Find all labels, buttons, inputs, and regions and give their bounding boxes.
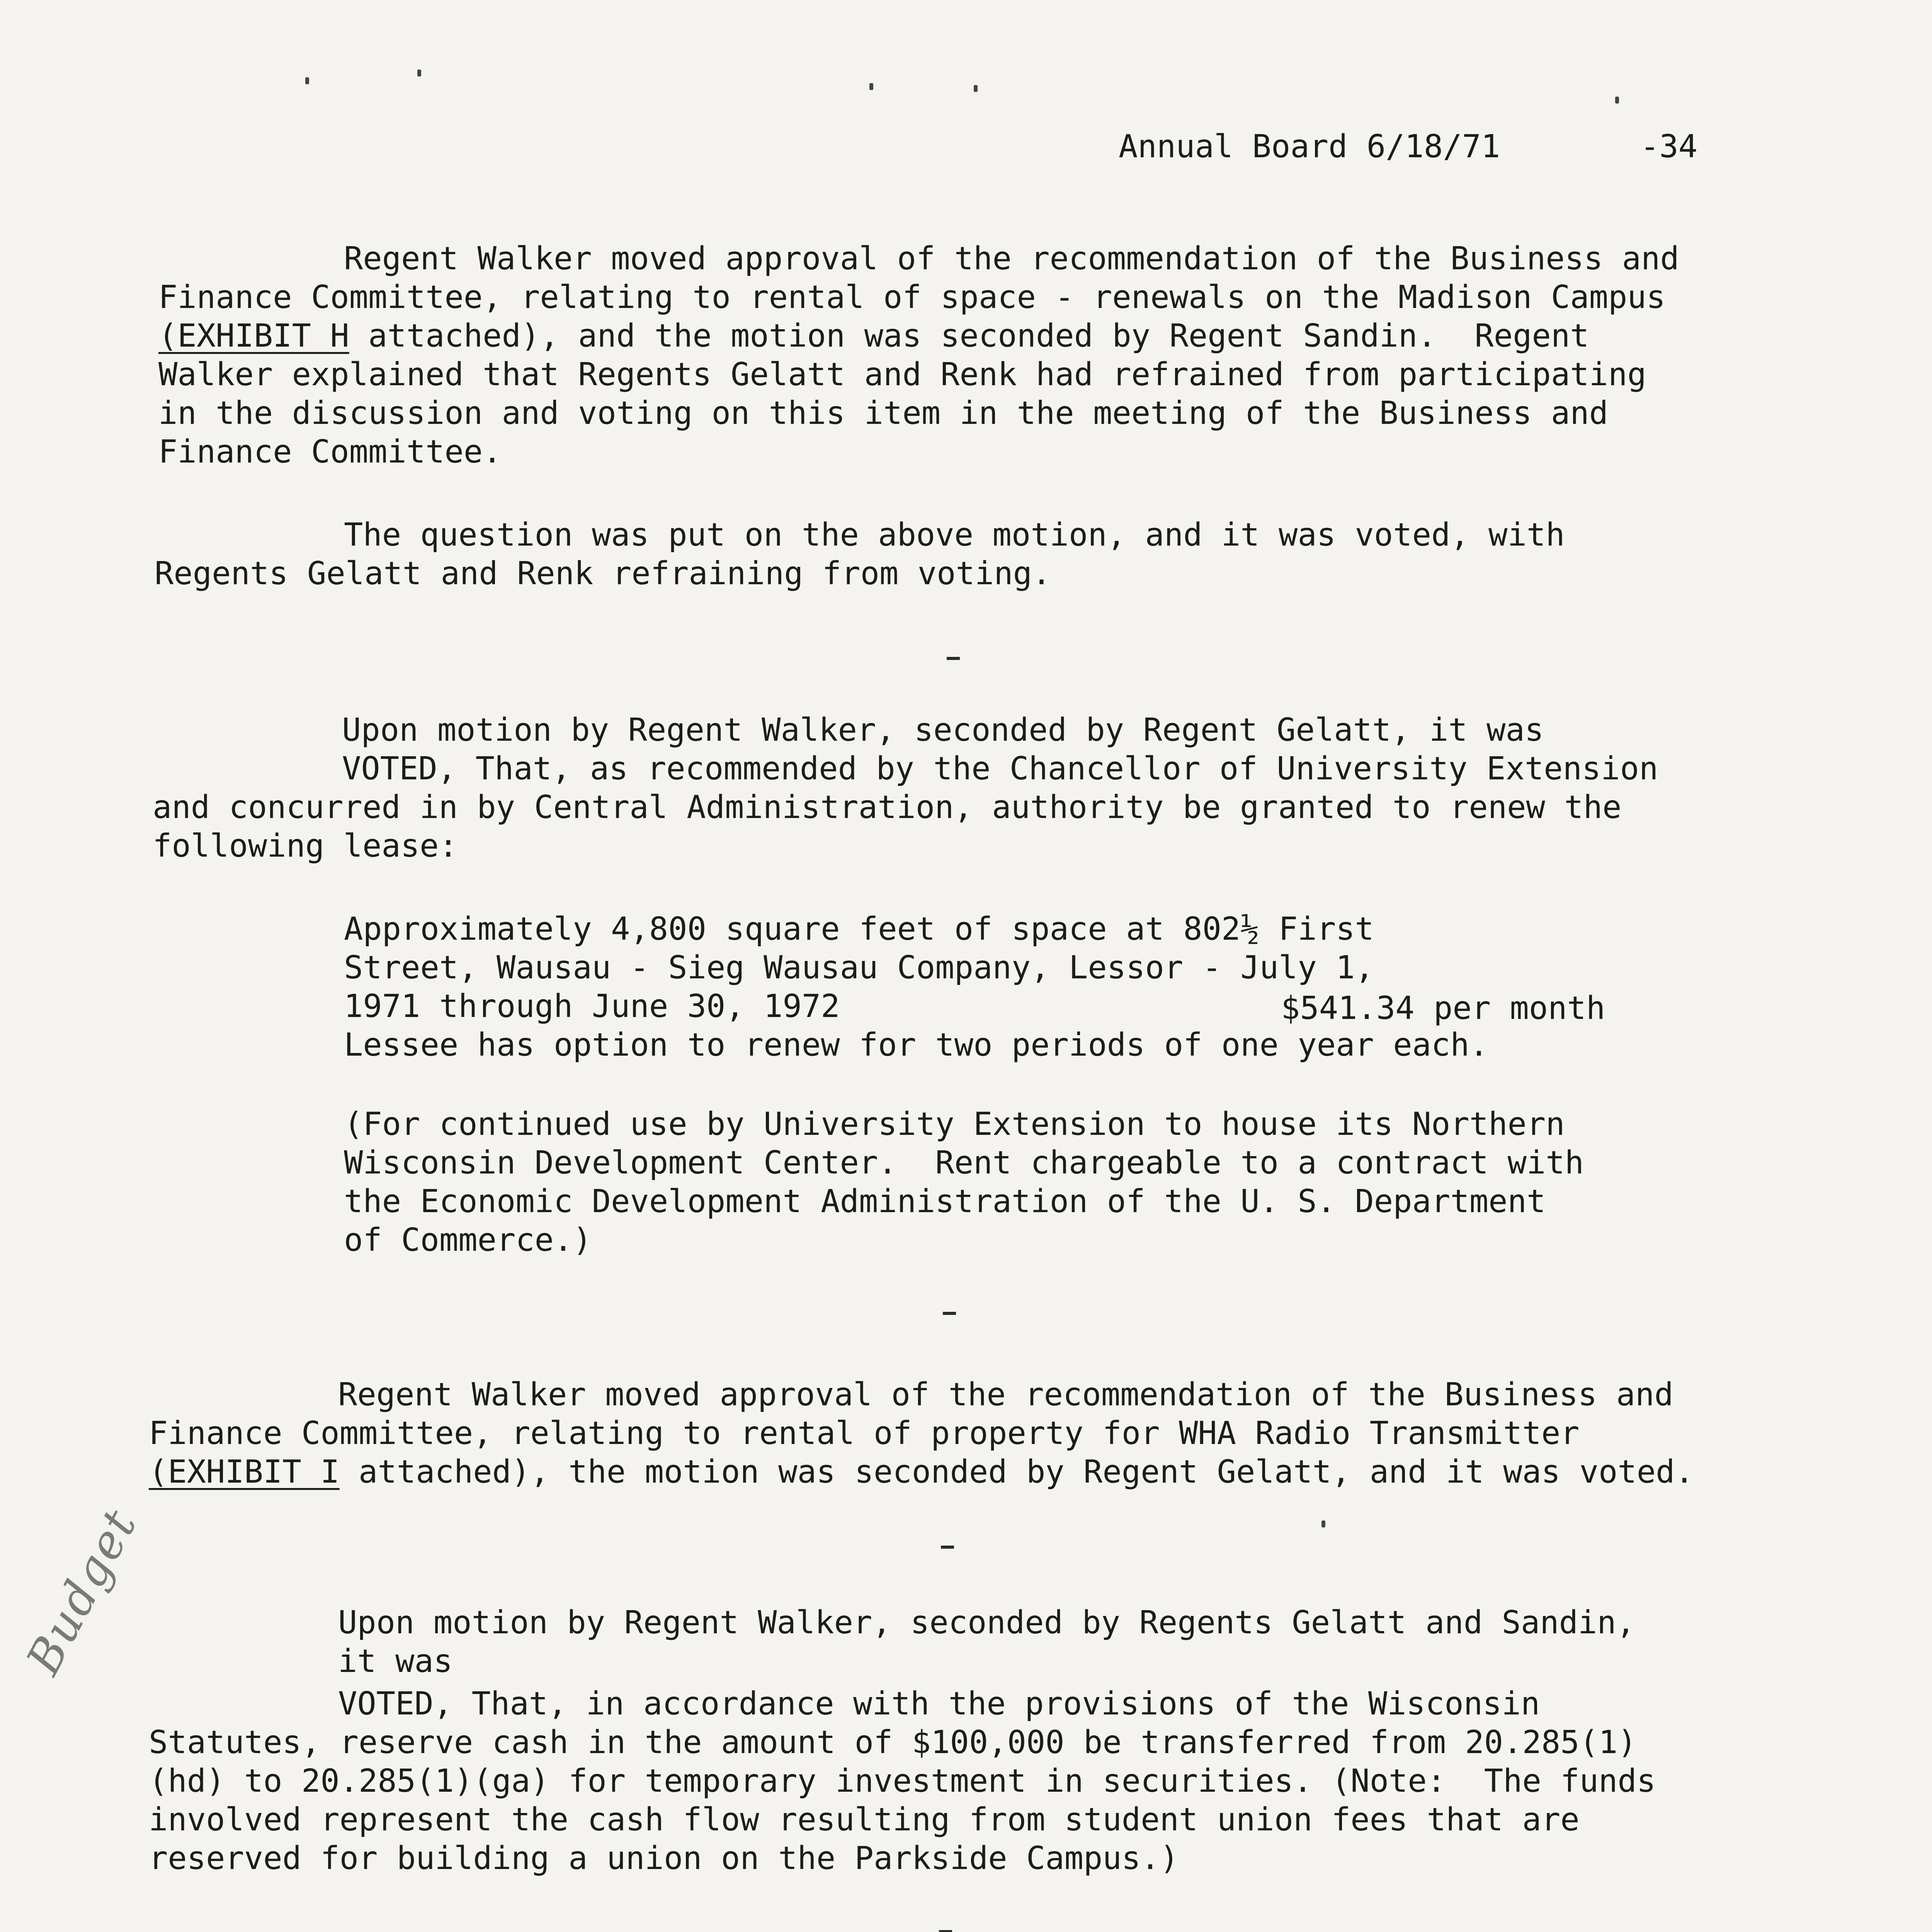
paragraph-line: following lease: [153,828,458,864]
paragraph-line: Finance Committee, relating to rental of property for WHA Radio Transmitter [149,1415,1580,1452]
paragraph-line: Walker explained that Regents Gelatt and Renk had refrained from participating [158,356,1646,393]
paragraph-line: Finance Committee. [158,434,502,470]
paragraph-line: Statutes, reserve cash in the amount of $100,000 be transferred from 20.285(1) [149,1724,1637,1761]
margin-note-budget: Budget [16,1500,148,1683]
paragraph-line: reserved for building a union on the Parkside Campus.) [149,1840,1179,1877]
lease-note-line: the Economic Development Administration of the U. S. Department [344,1183,1546,1220]
paragraph-line: in the discussion and voting on this item in the meeting of the Business and [158,395,1608,432]
paragraph-line: Upon motion by Regent Walker, seconded by Regent Gelatt, it was [342,712,1544,748]
lease-line: Street, Wausau - Sieg Wausau Company, Lessor - July 1, [344,949,1374,986]
paragraph-line: Regents Gelatt and Renk refraining from voting. [155,555,1051,592]
paragraph-line: The question was put on the above motion, and it was voted, with [344,517,1565,553]
paragraph-line: (EXHIBIT I attached), the motion was seconded by Regent Gelatt, and it was voted. [149,1454,1694,1490]
lease-amount: $541.34 per month [1281,990,1605,1027]
paragraph-line: involved represent the cash flow resulting from student union fees that are [149,1801,1580,1838]
lease-note-line: Wisconsin Development Center. Rent chargeable to a contract with [344,1145,1584,1181]
paragraph-line: (EXHIBIT H attached), and the motion was seconded by Regent Sandin. Regent [158,318,1589,354]
exhibit-i-reference: (EXHIBIT I [149,1454,340,1490]
page-header-title: Annual Board 6/18/71 [1119,128,1500,165]
paragraph-line: Regent Walker moved approval of the recommendation of the Business and [338,1376,1673,1413]
lease-note-line: of Commerce.) [344,1222,592,1259]
paragraph-line: Regent Walker moved approval of the recommendation of the Business and [344,240,1679,277]
paragraph-line: Finance Committee, relating to rental of space - renewals on the Madison Campus [158,279,1666,316]
paragraph-line: it was [338,1643,453,1680]
paragraph-line: (hd) to 20.285(1)(ga) for temporary investment in securities. (Note: The funds [149,1763,1656,1799]
exhibit-h-reference: (EXHIBIT H [158,318,349,354]
paragraph-line: VOTED, That, in accordance with the provisions of the Wisconsin [338,1685,1540,1722]
lease-line: Approximately 4,800 square feet of space at 802½ First [344,911,1374,947]
lease-line: 1971 through June 30, 1972 [344,988,840,1025]
paragraph-line: Upon motion by Regent Walker, seconded by Regents Gelatt and Sandin, [338,1604,1636,1641]
lease-line: Lessee has option to renew for two periods of one year each. [344,1027,1489,1063]
paragraph-line: and concurred in by Central Administration, authority be granted to renew the [153,789,1622,826]
paragraph-line: VOTED, That, as recommended by the Chancellor of University Extension [342,750,1658,787]
page-header-number: -34 [1640,128,1698,165]
lease-note-line: (For continued use by University Extension to house its Northern [344,1106,1565,1143]
